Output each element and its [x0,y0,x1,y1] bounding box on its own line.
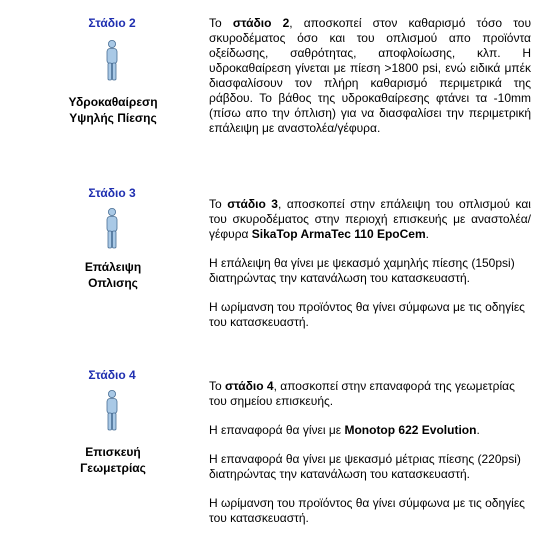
stage-title: Στάδιο 2 [88,16,136,30]
description-paragraph: Το στάδιο 3, αποσκοπεί στην επάλειψη του οπλισμού και του σκυροδέματος στην περιοχή επισκευής με αναστολέα/γέφυρα SikaTop ArmaTec 110 EpoCem. [209,197,531,241]
person-icon [103,40,121,82]
stage-description [209,16,531,150]
person-icon [103,390,121,432]
description-paragraph: Η επαναφορά θα γίνει με Monotop 622 Evolution. [209,423,480,437]
stage-title: Στάδιο 4 [88,368,136,382]
person-icon [103,208,121,250]
stage-name-line1: Επάλειψη [84,260,142,274]
stage-name [48,259,178,291]
description-paragraph: Η επαναφορά θα γίνει με ψεκασμό μέτριας πίεσης (220psi) διατηρώντας την κατανάλωση του κατασκευαστή. [209,452,521,481]
stage-title: Στάδιο 3 [88,186,136,200]
stage-name-line1: Υδροκαθαίρεση [68,95,158,109]
description-paragraph: Το στάδιο 2, αποσκοπεί στον καθαρισμό τόσο του σκυροδέματος όσο και του οπλισμού απο προϊόντα οξείδωσης, σαθρότητας, αποφλοίωσης, κλπ. Η υδροκαθαίρεση γίνεται με πίεση >1800 psi, ενώ ειδικά μπέκ διασφαλίσουν τον πλήρη καθαρισμό περιμετρικά της ράβδου. Το βάθος της υδροκαθαίρεσης φτάνει τα -10mm (πίσω απο την όπλιση) για να διασφαλίσει την περιμετρική επάλειψη με αναστολέα/γέφυρα. [209,16,532,135]
stage-name-line1: Επισκευή [85,445,141,459]
stage-name-line2: Γεωμετρίας [80,461,146,475]
description-paragraph: Η ωρίμανση του προϊόντος θα γίνει σύμφωνα με τις οδηγίες του κατασκευαστή. [209,300,525,329]
description-paragraph: Η επάλειψη θα γίνει με ψεκασμό χαμηλής πίεσης (150psi) διατηρώντας την κατανάλωση του κατασκευαστή. [209,256,515,285]
stage-name [48,94,178,126]
description-paragraph: Το στάδιο 4, αποσκοπεί στην επαναφορά της γεωμετρίας του σημείου επισκευής. [209,379,515,408]
stage-name [48,444,178,476]
stage-description [209,379,531,540]
stage-description [209,197,531,344]
stage-name-line2: Υψηλής Πίεσης [69,111,157,125]
description-paragraph: Η ωρίμανση του προϊόντος θα γίνει σύμφωνα με τις οδηγίες του κατασκευαστή. [209,496,525,525]
stage-name-line2: Οπλισης [88,276,138,290]
